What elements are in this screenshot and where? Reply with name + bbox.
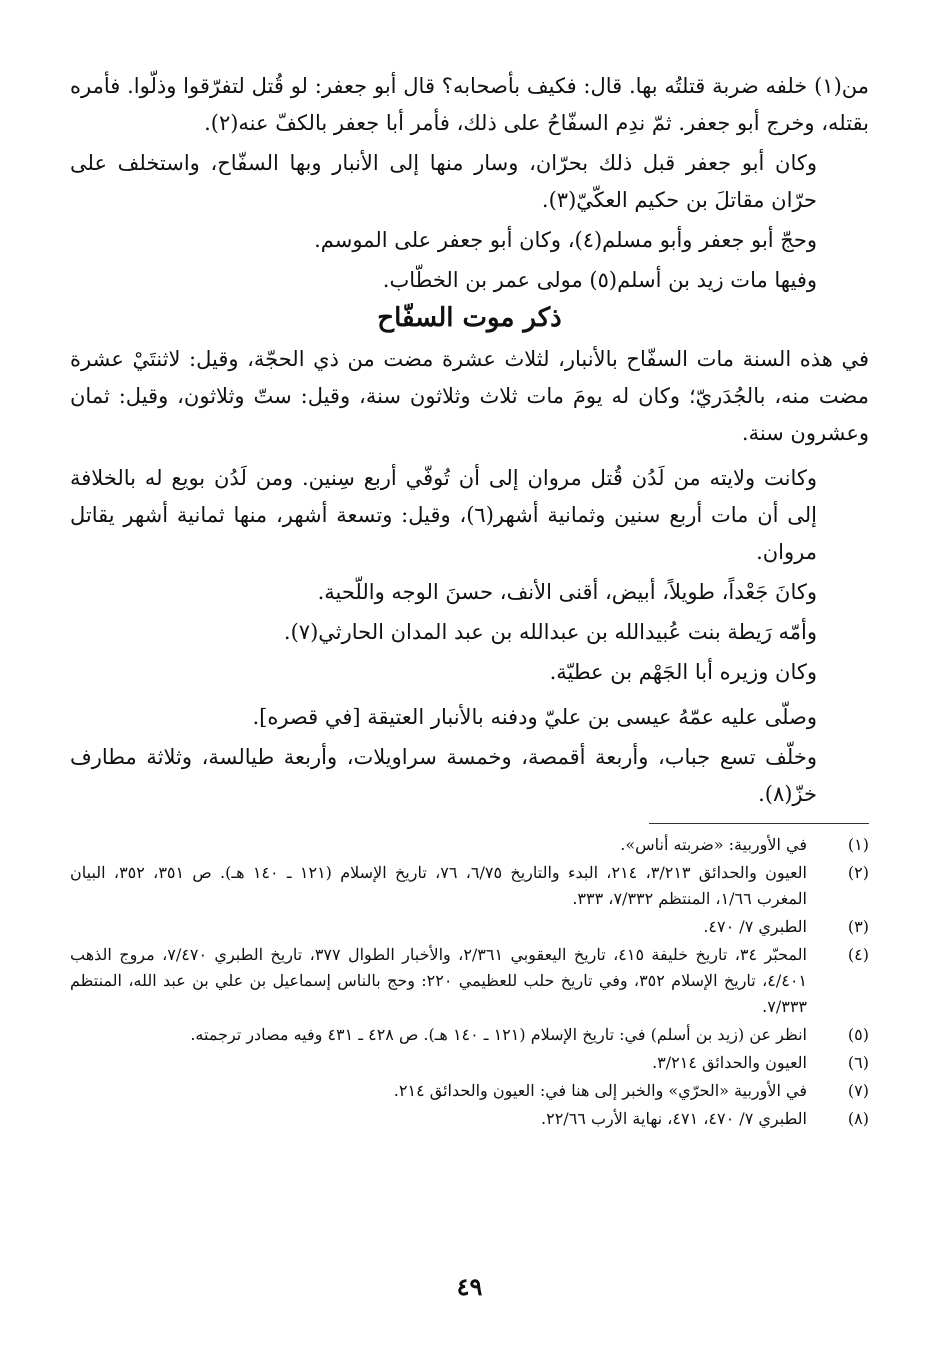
paragraph-2: وكان أبو جعفر قبل ذلك بحرّان، وسار منها إلى الأنبار وبها السفّاح، واستخلف على حرّان مقاتلَ بن حكيم العكّيّ(٣). [70,151,817,212]
footnote-divider [649,823,869,824]
footnote [70,860,869,912]
paragraph-1: من(١) خلفه ضربة قتلتُه بها. قال: فكيف بأصحابه؟ قال أبو جعفر: لو قُتل لتفرّقوا وذلّوا. فأمره بقتله، وخرج أبو جعفر. ثمّ ندِم السفّاحُ على ذلك، فأمر أبا جعفر بالكفّ عنه(٢). [70,74,869,135]
footnote [70,1078,869,1104]
footnote [70,1022,869,1048]
paragraph-3: وحجّ أبو جعفر وأبو مسلم(٤)، وكان أبو جعفر على الموسم. [314,228,817,252]
footnote [70,1106,869,1132]
footnote-number: (٦) [847,1053,869,1072]
section-heading: ذكر موت السفّاح [377,303,562,333]
paragraph-11: وخلّف تسع جباب، وأربعة أقمصة، وخمسة سراويلات، وأربعة طيالسة، وثلاثة مطارف خزّ(٨). [70,745,817,806]
paragraph-6: وكانت ولايته من لَدُن قُتل مروان إلى أن تُوفّي أربع سِنين. ومن لَدُن بويع له بالخلافة إلى أن مات أربع سنين وثمانية أشهر(٦)، وقيل: وتسعة أشهر، منها ثمانية أشهر يقاتل مروان. [70,466,817,564]
footnote [70,942,869,1020]
footnote-number: (٨) [847,1109,869,1128]
footnote-text: المحبّر ٣٤، تاريخ خليفة ٤١٥، تاريخ اليعقوبي ٢/٣٦١، والأخبار الطوال ٣٧٧، تاريخ الطبري ٧/٤٧٠، مروج الذهب ٤/٤٠١، تاريخ الإسلام ٣٥٢، وفي تاريخ حلب للعظيمي ٢٢٠: وحج بالناس إسماعيل بن علي بن عبد الله، المنتظم ٧/٣٣٣. [70,945,808,1016]
footnote [70,914,869,940]
footnote [70,1050,869,1076]
paragraph-10: وصلّى عليه عمّهُ عيسى بن عليّ ودفنه بالأنبار العتيقة [في قصره]. [252,705,817,729]
footnote-number: (١) [847,835,869,854]
paragraph-9: وكان وزيره أبا الجَهْم بن عطيّة. [549,660,817,684]
footnote-text: انظر عن (زيد بن أسلم) في: تاريخ الإسلام (١٢١ ـ ١٤٠ هـ). ص ٤٢٨ ـ ٤٣١ وفيه مصادر ترجمته. [190,1025,807,1044]
bottom-section [70,341,869,813]
paragraph-7: وكانَ جَعْداً، طويلاً، أبيض، أقنى الأنف، حسنَ الوجه واللّحية. [317,580,817,604]
footnote-number: (٤) [847,945,869,964]
footnote-text: الطبري ٧/ ٤٧٠، ٤٧١، نهاية الأرب ٢٢/٦٦. [541,1109,807,1128]
paragraph-8: وأمّه رَيطة بنت عُبيدالله بن عبدالله بن عبد المدان الحارثي(٧). [283,620,817,644]
paragraph-5: في هذه السنة مات السفّاح بالأنبار، لثلاث عشرة مضت من ذي الحجّة، وقيل: لاثنتَيْ عشرة مضت منه، بالجُدَريّ؛ وكان له يومَ مات ثلاث وثلاثون سنة، وقيل: ستّ وثلاثون، وقيل: ثمان وعشرون سنة. [70,347,869,445]
top-section [70,68,869,299]
footnote-number: (٣) [847,917,869,936]
footnote-text: في الأوربية «الحرّي» والخبر إلى هنا في: العيون والحدائق ٢١٤. [393,1081,807,1100]
footnote [70,832,869,858]
footnote-number: (٢) [847,863,869,882]
footnote-number: (٧) [847,1081,869,1100]
footnotes [70,832,869,1132]
footnote-number: (٥) [847,1025,869,1044]
footnote-text: في الأوربية: «ضربته أناس». [620,835,807,854]
footnote-text: العيون والحدائق ٣/٢١٣، ٢١٤، البدء والتاريخ ٦/٧٥، ٧٦، تاريخ الإسلام (١٢١ ـ ١٤٠ هـ). ص ٣٥١، ٣٥٢، البيان المغرب ١/٦٦، المنتظم ٧/٣٣٢، ٣٣٣. [70,863,808,908]
page-number: ٤٩ [456,1272,483,1301]
footnote-text: الطبري ٧/ ٤٧٠. [703,917,807,936]
book-page [70,68,869,1134]
footnote-text: العيون والحدائق ٣/٢١٤. [652,1053,807,1072]
paragraph-4: وفيها مات زيد بن أسلم(٥) مولى عمر بن الخطّاب. [382,268,817,292]
